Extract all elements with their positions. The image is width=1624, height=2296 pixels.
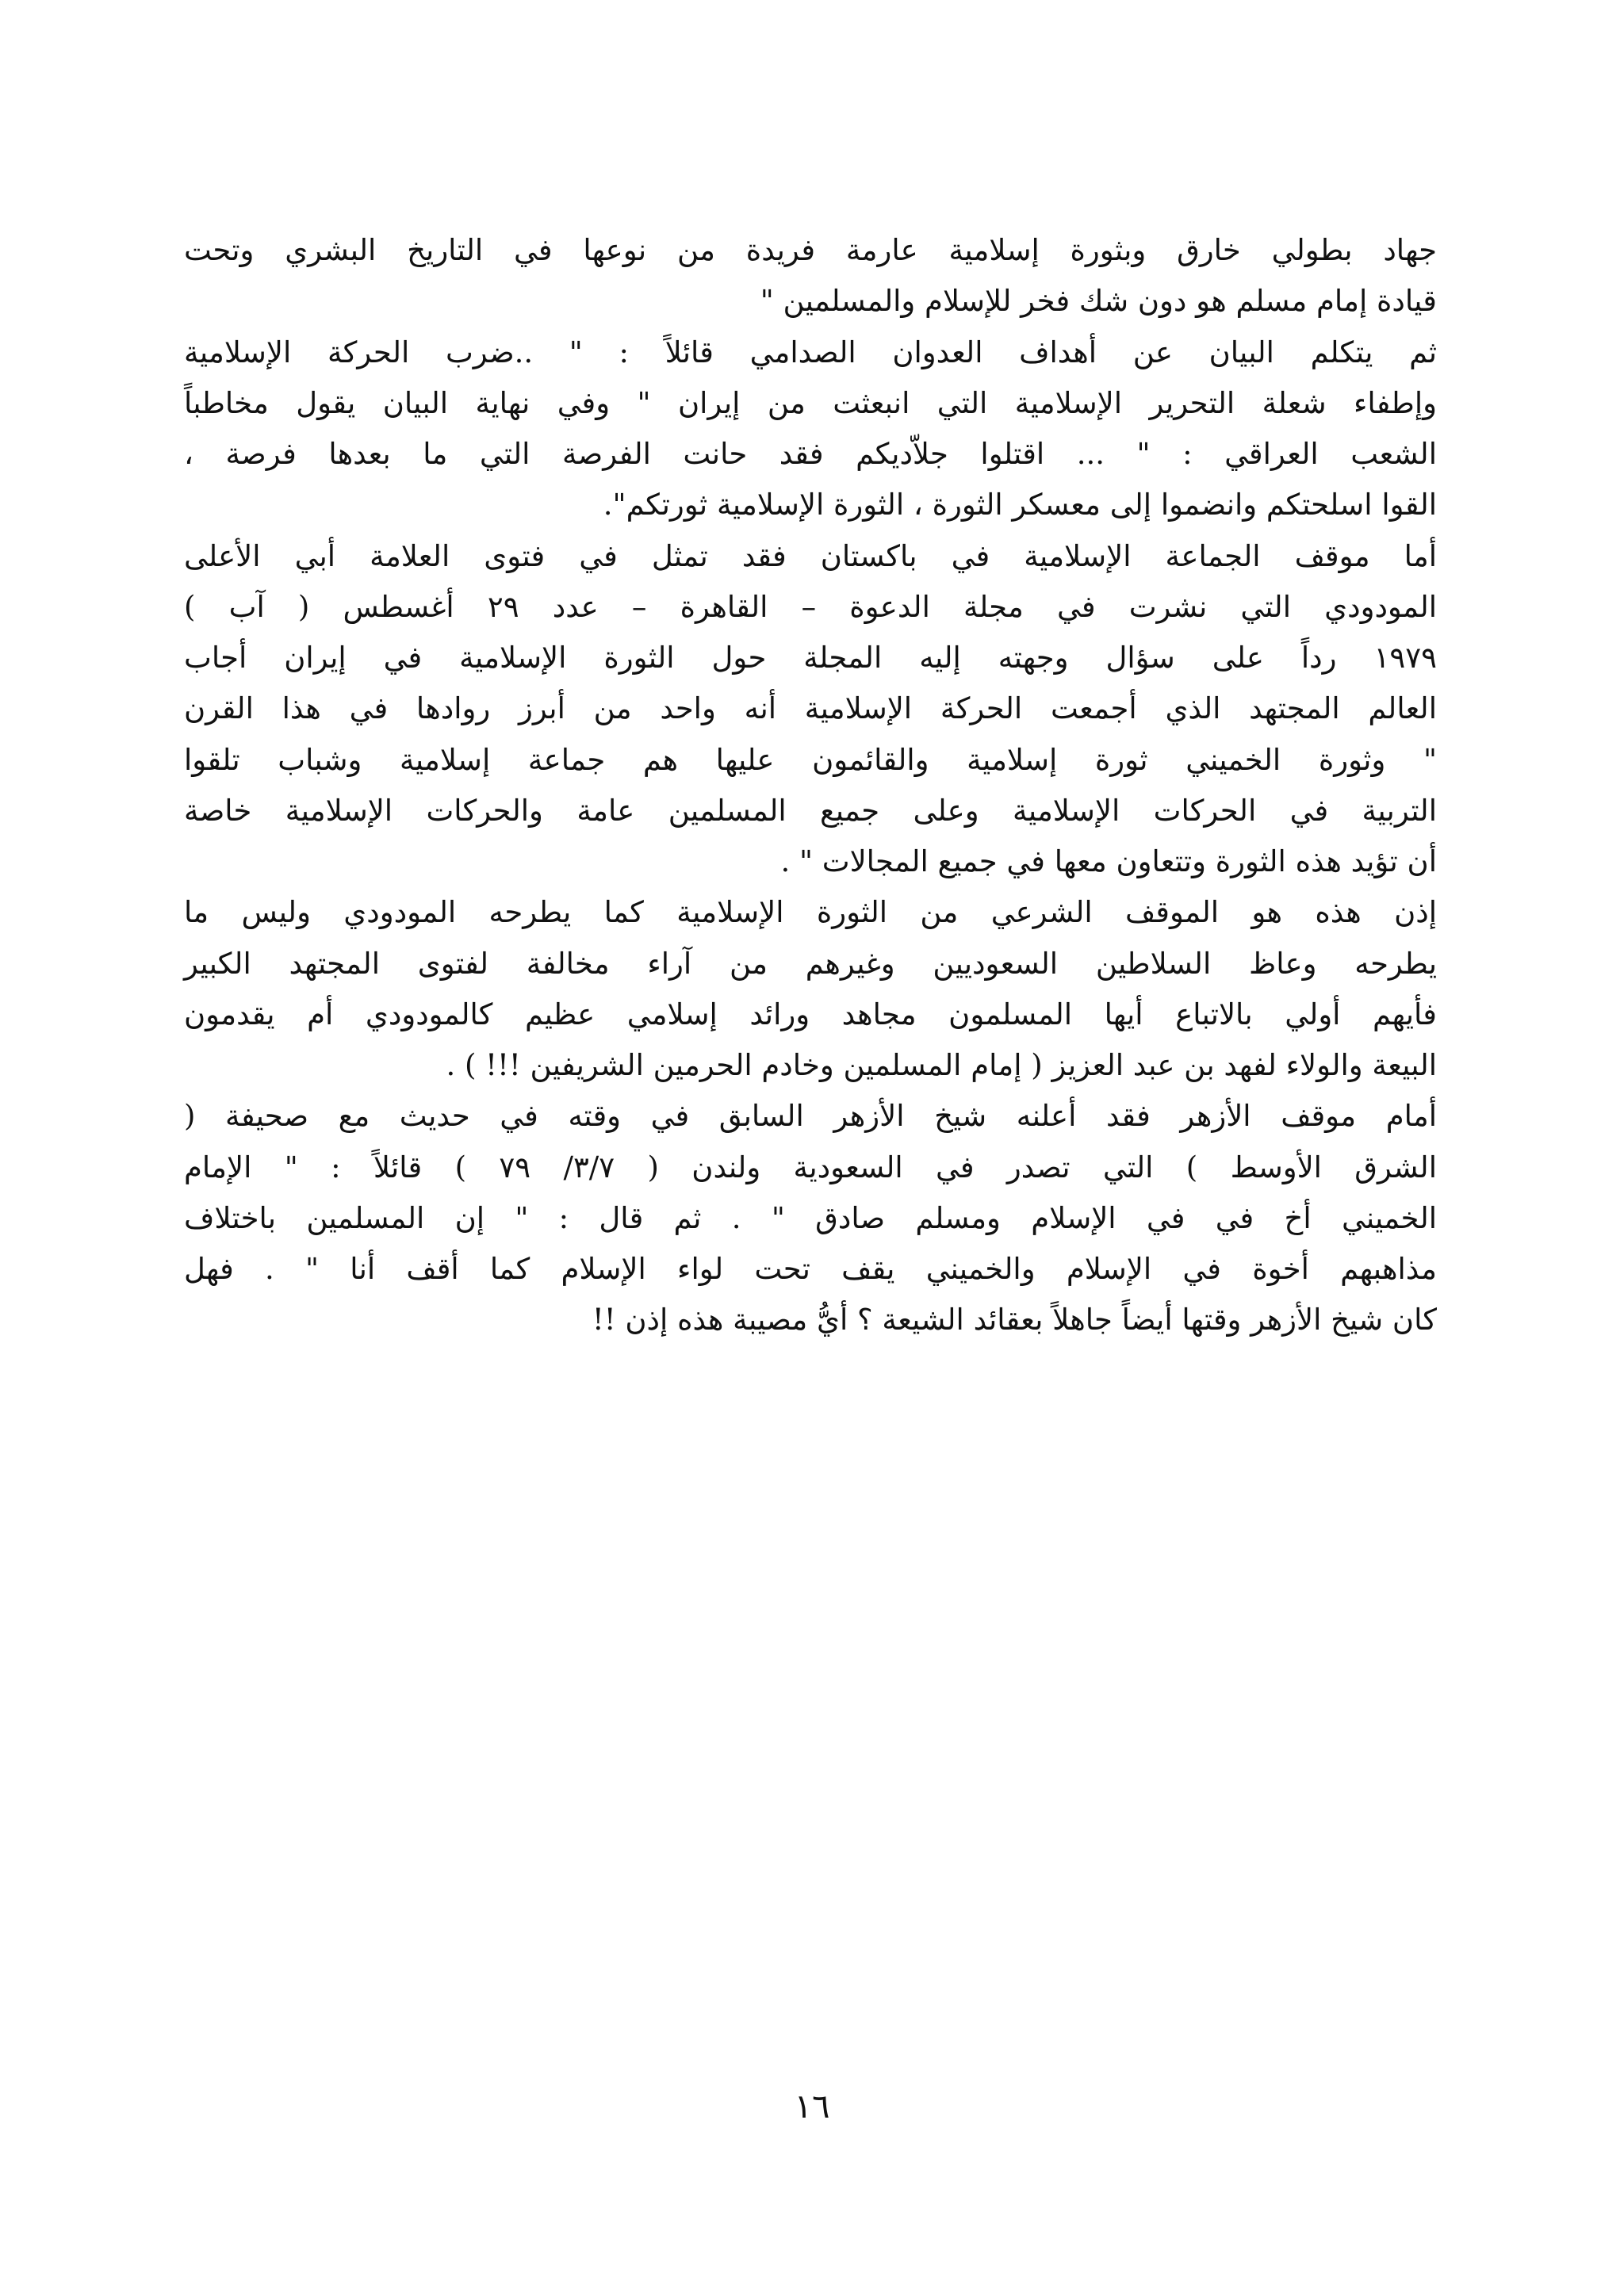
text-line: أن تؤيد هذه الثورة وتتعاون معها في جميع المجالات " . — [780, 844, 1437, 878]
text-line: الشرق الأوسط ) التي تصدر في السعودية ولندن ( ٣/٧/ ٧٩ ) قائلاً : " الإمام — [184, 1150, 1437, 1184]
body-text — [184, 225, 1437, 1346]
text-line: مذاهبهم أخوة في الإسلام والخميني يقف تحت لواء الإسلام كما أقف أنا " . فهل — [184, 1252, 1437, 1286]
text-line: التربية في الحركات الإسلامية وعلى جميع المسلمين عامة والحركات الإسلامية خاصة — [184, 793, 1437, 828]
text-line: ثم يتكلم البيان عن أهداف العدوان الصدامي قائلاً : " ..ضرب الحركة الإسلامية — [184, 335, 1437, 369]
text-line: أما موقف الجماعة الإسلامية في باكستان فقد تمثل في فتوى العلامة أبي الأعلى — [184, 538, 1437, 573]
text-line: إذن هذه هو الموقف الشرعي من الثورة الإسلامية كما يطرحه المودودي وليس ما — [184, 895, 1437, 930]
text-line: البيعة والولاء لفهد بن عبد العزيز ( إمام المسلمين وخادم الحرمين الشريفين !!! ) . — [446, 1048, 1437, 1082]
text-line: الشعب العراقي : " ... اقتلوا جلاّديكم فقد حانت الفرصة التي ما بعدها فرصة ، — [184, 437, 1437, 471]
text-line: الخميني أخ في في الإسلام ومسلم صادق " . ثم قال : " إن المسلمين باختلاف — [184, 1200, 1437, 1235]
text-line: أمام موقف الأزهر فقد أعلنه شيخ الأزهر السابق في وقته في حديث مع صحيفة ( — [184, 1099, 1437, 1134]
text-line: ١٩٧٩ رداً على سؤال وجهته إليه المجلة حول الثورة الإسلامية في إيران أجاب — [184, 641, 1437, 675]
text-line: المودودي التي نشرت في مجلة الدعوة – القاهرة – عدد ٢٩ أغسطس ( آب ) — [184, 589, 1437, 624]
text-line: فأيهم أولي بالاتباع أيها المسلمون مجاهد ورائد إسلامي عظيم كالمودودي أم يقدمون — [184, 997, 1437, 1031]
text-line: كان شيخ الأزهر وقتها أيضاً جاهلاً بعقائد الشيعة ؟ أيُّ مصيبة هذه إذن !! — [592, 1303, 1437, 1337]
text-line: قيادة إمام مسلم هو دون شك فخر للإسلام والمسلمين " — [760, 284, 1437, 319]
page-number: ١٦ — [794, 2087, 830, 2126]
text-line: القوا اسلحتكم وانضموا إلى معسكر الثورة ، الثورة الإسلامية ثورتكم". — [603, 488, 1437, 522]
text-line: " وثورة الخميني ثورة إسلامية والقائمون عليها هم جماعة إسلامية وشباب تلقوا — [184, 742, 1437, 777]
text-line: جهاد بطولي خارق وبثورة إسلامية عارمة فريدة من نوعها في التاريخ البشري وتحت — [184, 233, 1437, 267]
text-line: العالم المجتهد الذي أجمعت الحركة الإسلامية أنه واحد من أبرز روادها في هذا القرن — [184, 691, 1437, 726]
text-line: وإطفاء شعلة التحرير الإسلامية التي انبعثت من إيران " وفي نهاية البيان يقول مخاطباً — [184, 385, 1437, 420]
text-line: يطرحه وعاظ السلاطين السعوديين وغيرهم من آراء مخالفة لفتوى المجتهد الكبير — [184, 946, 1437, 981]
